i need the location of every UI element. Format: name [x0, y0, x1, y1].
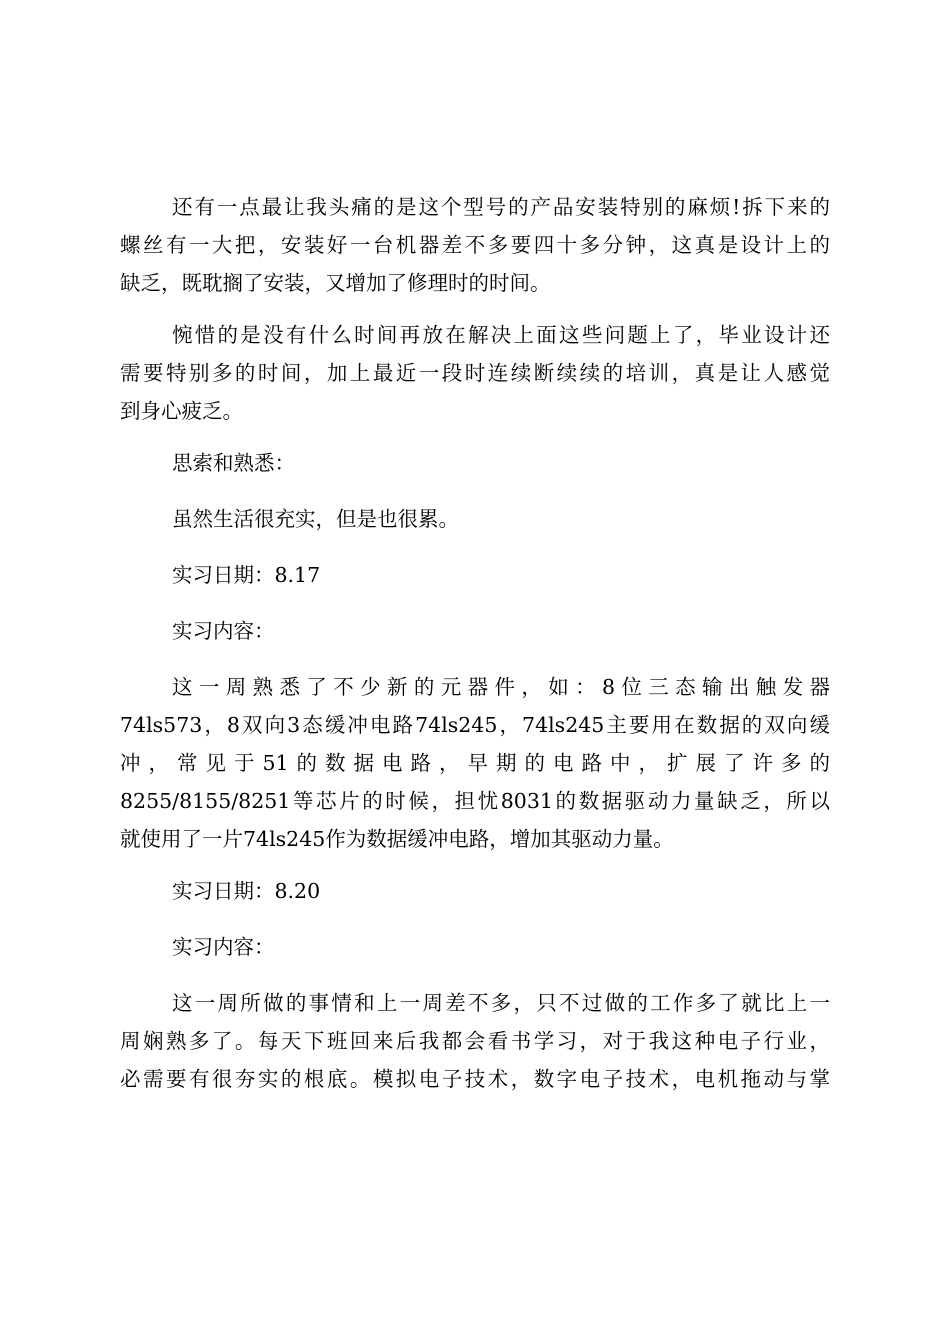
- paragraph-line: 冲，常见于51的数据电路，早期的电路中，扩展了许多的: [120, 751, 830, 775]
- internship-content-label-1: [120, 612, 830, 650]
- paragraph-line: 这一周熟悉了不少新的元器件，如：8位三态输出触发器: [172, 675, 830, 699]
- paragraph-line: 思索和熟悉：: [172, 451, 295, 475]
- paragraph-2: [120, 316, 830, 430]
- paragraph-line: 这一周所做的事情和上一周差不多，只不过做的工作多了就比上一: [172, 991, 830, 1015]
- paragraph-line: 惋惜的是没有什么时间再放在解决上面这些问题上了，毕业设计还: [172, 323, 830, 347]
- paragraph-line: 还有一点最让我头痛的是这个型号的产品安装特别的麻烦!拆下来的: [172, 195, 830, 219]
- paragraph-3: [120, 500, 830, 538]
- document-body: [120, 188, 830, 1098]
- internship-date-1: [120, 556, 830, 594]
- paragraph-line: 周娴熟多了。每天下班回来后我都会看书学习，对于我这种电子行业，: [120, 1029, 830, 1053]
- paragraph-4: [120, 668, 830, 858]
- paragraph-line: 必需要有很夯实的根底。模拟电子技术，数字电子技术，电机拖动与掌: [120, 1067, 830, 1091]
- paragraph-heading-reflection: [120, 444, 830, 482]
- paragraph-line: 实习日期：8.17: [172, 563, 321, 587]
- paragraph-line: 虽然生活很充实，但是也很累。: [172, 507, 459, 531]
- paragraph-line: 需要特别多的时间，加上最近一段时连续断续续的培训，真是让人感觉: [120, 361, 830, 385]
- paragraph-1: [120, 188, 830, 302]
- paragraph-line: 实习日期：8.20: [172, 879, 321, 903]
- paragraph-line: 缺乏，既耽搁了安装，又增加了修理时的时间。: [120, 271, 551, 295]
- paragraph-line: 74ls573，8双向3态缓冲电路74ls245，74ls245主要用在数据的双向缓: [120, 713, 830, 737]
- paragraph-line: 实习内容：: [172, 619, 275, 643]
- paragraph-line: 到身心疲乏。: [120, 399, 243, 423]
- paragraph-line: 8255/8155/8251等芯片的时候，担忧8031的数据驱动力量缺乏，所以: [120, 789, 830, 813]
- internship-date-2: [120, 872, 830, 910]
- paragraph-5: [120, 984, 830, 1098]
- internship-content-label-2: [120, 928, 830, 966]
- paragraph-line: 就使用了一片74ls245作为数据缓冲电路，增加其驱动力量。: [120, 827, 674, 851]
- paragraph-line: 实习内容：: [172, 935, 275, 959]
- paragraph-line: 螺丝有一大把，安装好一台机器差不多要四十多分钟，这真是设计上的: [120, 233, 830, 257]
